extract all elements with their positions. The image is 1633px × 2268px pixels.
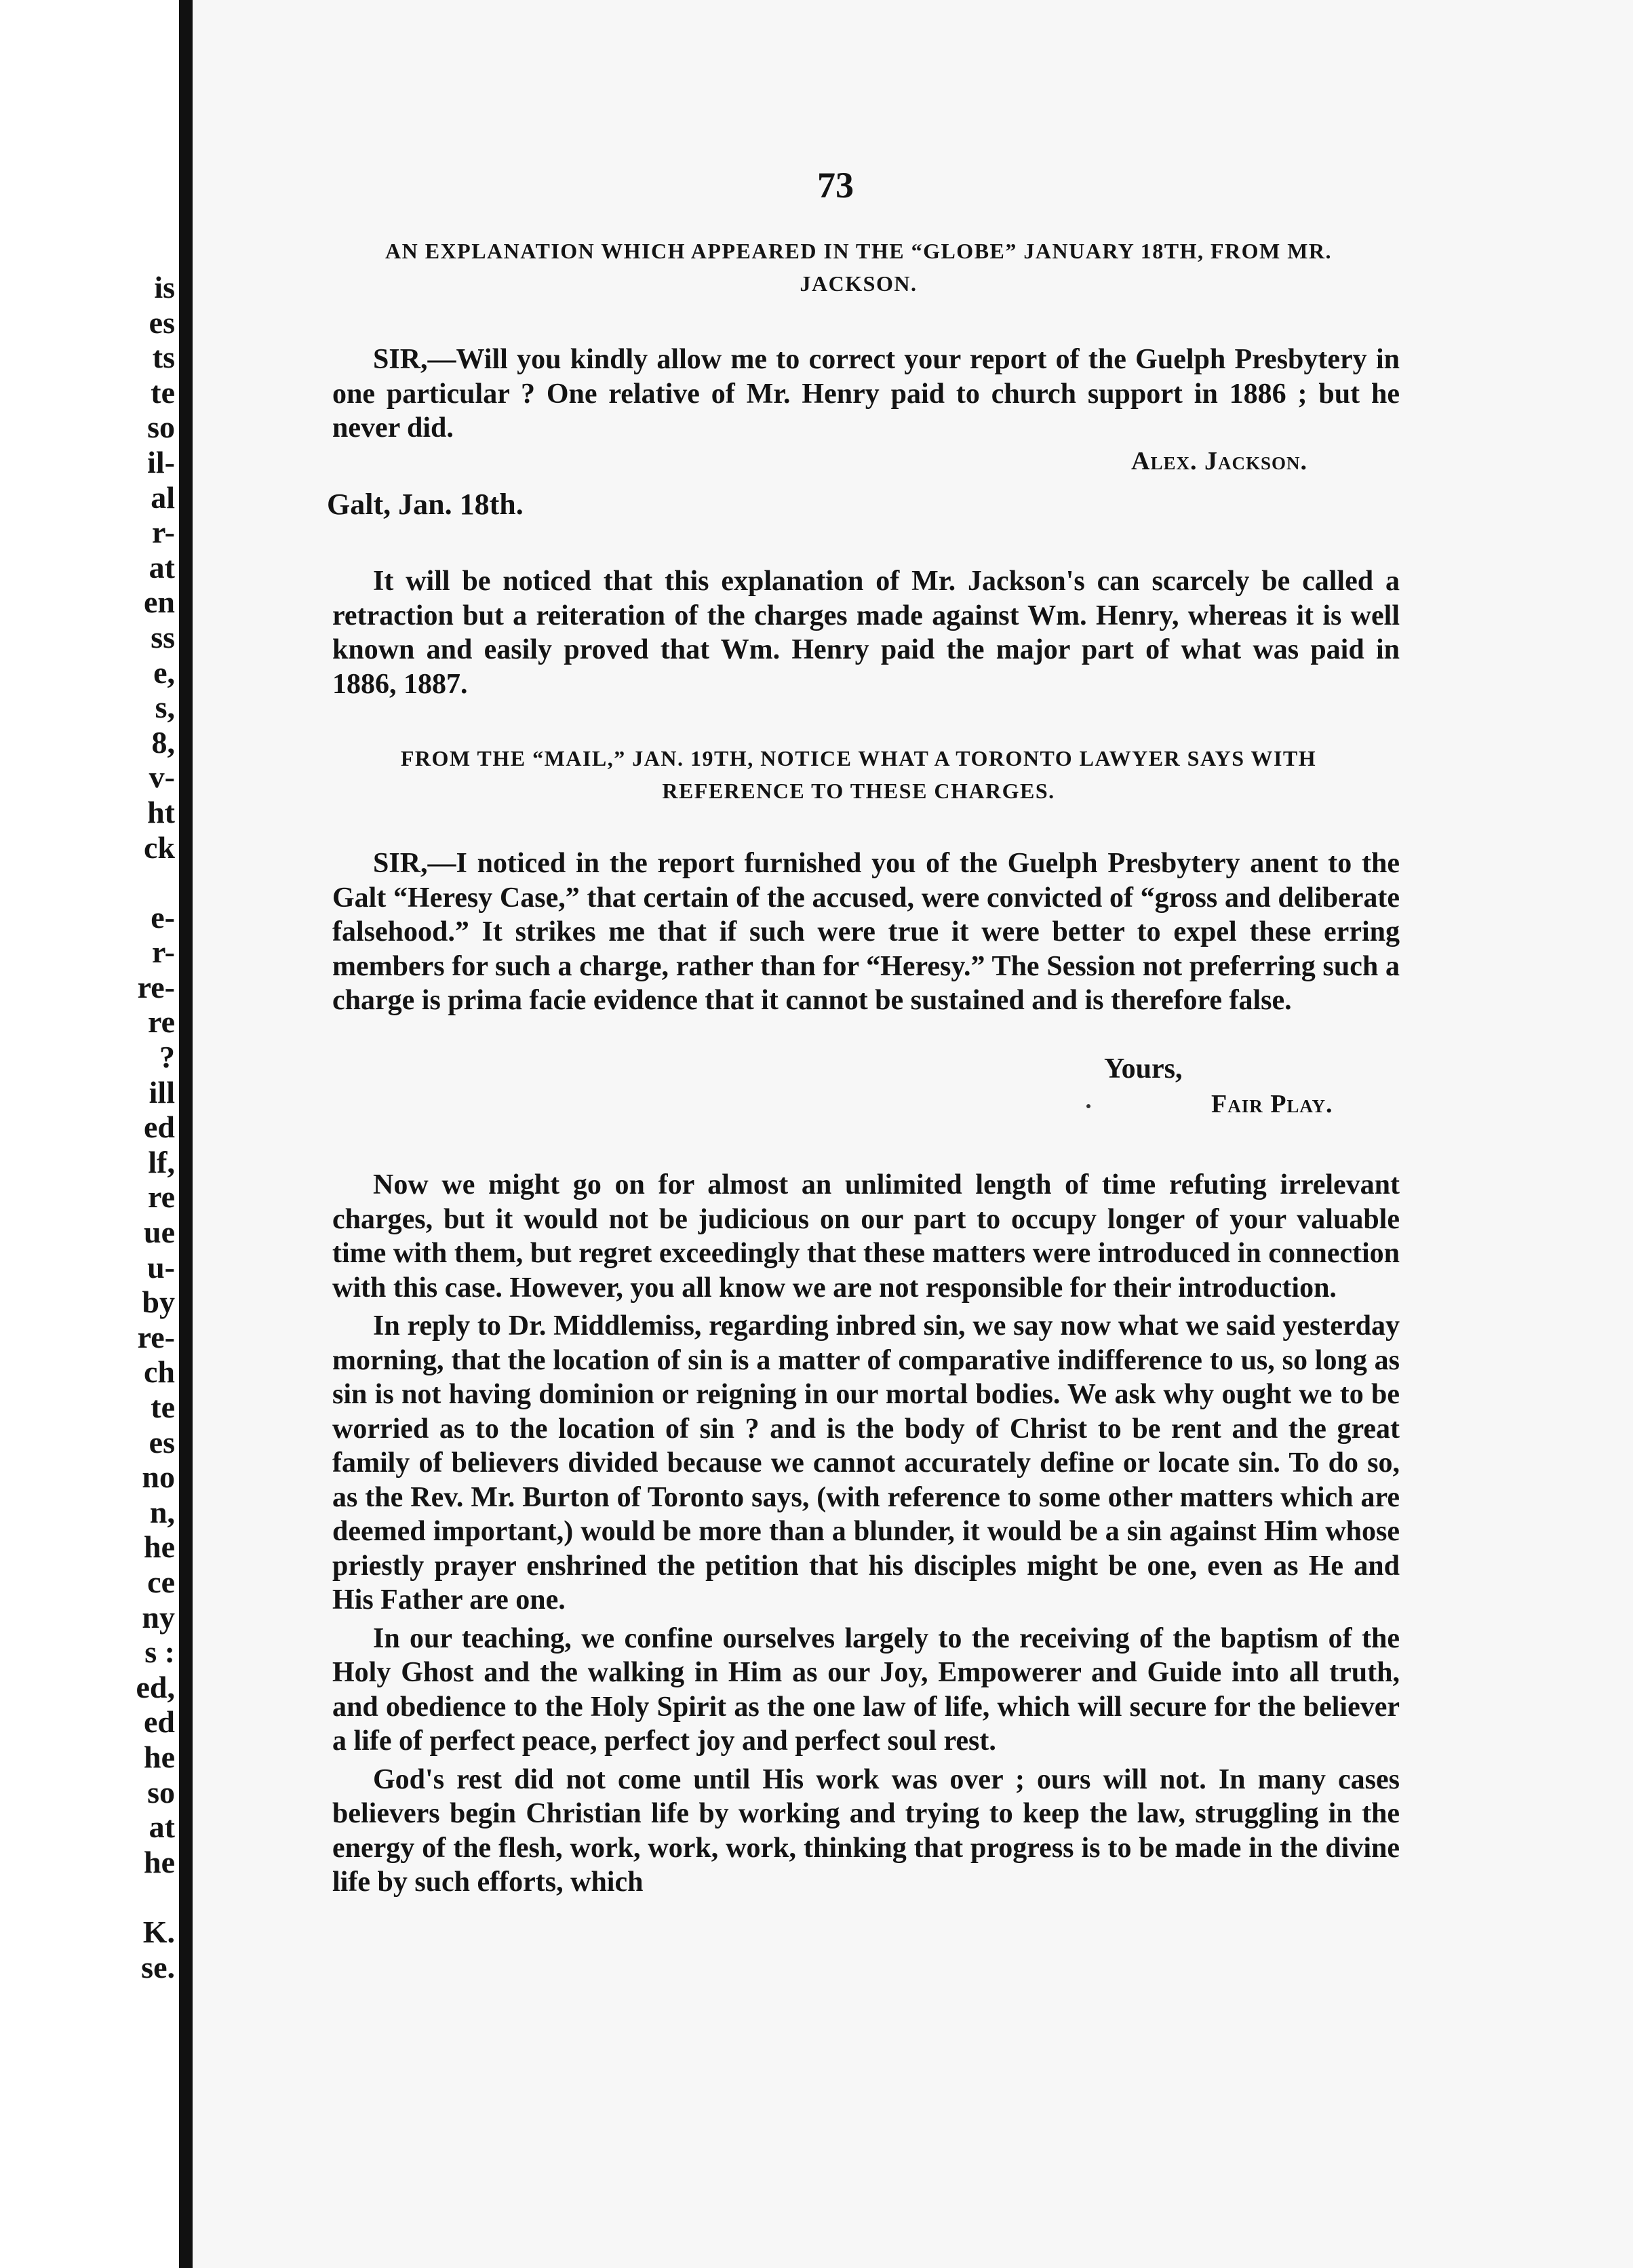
- left-page-fragment: al: [151, 480, 175, 515]
- left-page-fragment: e-: [151, 899, 175, 935]
- left-page-fragment: s :: [144, 1635, 175, 1670]
- section1-dateline: Galt, Jan. 18th.: [327, 488, 524, 521]
- section1-heading-line2: JACKSON.: [800, 271, 918, 296]
- left-page-fragment: at: [149, 549, 175, 585]
- left-page-fragment: ch: [144, 1354, 175, 1390]
- section1-heading-line1: AN EXPLANATION WHICH APPEARED IN THE “GLOBE” JANUARY 18TH, FROM MR.: [385, 239, 1333, 263]
- left-page-fragment: is: [154, 270, 175, 305]
- left-page-fragment: r-: [151, 515, 175, 550]
- left-page-fragment: te: [151, 374, 175, 410]
- left-page-fragment: te: [151, 1390, 175, 1424]
- left-page-fragment: r-: [151, 935, 175, 970]
- body-text: [332, 1168, 1400, 1904]
- section2-heading-line2: REFERENCE TO THESE CHARGES.: [662, 779, 1055, 803]
- left-page-fragment: ht: [147, 794, 175, 829]
- left-page-fragment: K.: [142, 1914, 175, 1949]
- left-page-fragment: by: [142, 1285, 175, 1320]
- page-number: 73: [817, 165, 854, 206]
- left-page-fragment: ck: [144, 829, 175, 865]
- left-page-fragment: il-: [147, 444, 175, 480]
- left-page-fragment: he: [144, 1739, 175, 1774]
- book-binding-gutter: [179, 0, 193, 2268]
- left-page-fragment: lf,: [148, 1144, 175, 1179]
- left-page-fragment: at: [149, 1810, 175, 1845]
- left-page-fragment: re-: [137, 969, 175, 1004]
- section2-closing: Yours,: [1104, 1053, 1183, 1084]
- left-page-fragment: ed: [144, 1704, 175, 1740]
- left-page-fragment: ?: [159, 1040, 175, 1075]
- left-page-fragments: [81, 270, 175, 1984]
- left-page-fragment: no: [142, 1460, 175, 1495]
- section2-letter: SIR,—I noticed in the report furnished you of the Guelph Presbytery anent to the Galt “Heresy Case,” that certain of the accused, were convicted of “gross and deliberate falsehood.” It strikes me that if such were true it were better to expel these erring members for such a charge, rather than for “Heresy.” The Session not preferring such a charge is prima facie evidence that it cannot be sustained and is therefore false.: [332, 848, 1400, 1016]
- body-paragraph: In reply to Dr. Middlemiss, regarding inbred sin, we say now what we said yesterday morning, that the location of sin is a matter of comparative indifference to us, so long as sin is not having dominion or reigning in our mortal bodies. We ask why ought we to be worried as to the location of sin ? and is the body of Christ to be rent and the great family of believers divided because we cannot accurately define or locate sin. To do so, as the Rev. Mr. Burton of Toronto says, (with reference to some other matters which are deemed important,) would be more than a blunder, it would be a sin against Him whose priestly prayer enshrined the petition that his disciples might be one, even as He and His Father are one.: [332, 1310, 1400, 1616]
- left-page-fragment: es: [149, 305, 175, 340]
- left-page-fragment: ill: [149, 1074, 175, 1110]
- left-page-fragment: se.: [141, 1949, 175, 1984]
- left-page-fragment: [81, 865, 175, 900]
- left-page-fragment: e,: [153, 654, 175, 690]
- page: [193, 0, 1633, 2268]
- left-page-fragment: ce: [147, 1564, 175, 1599]
- left-page-fragment: n,: [149, 1494, 175, 1529]
- left-page-fragment: re-: [137, 1319, 175, 1354]
- left-page-fragment: he: [144, 1529, 175, 1565]
- section2-signature: Fair Play.: [1211, 1090, 1333, 1118]
- left-page-fragment: he: [144, 1844, 175, 1879]
- left-page-fragment: re: [147, 1179, 175, 1215]
- body-paragraph: In our teaching, we confine ourselves largely to the receiving of the baptism of the Holy Ghost and the walking in Him as our Joy, Empowerer and Guide into all truth, and obedience to the Holy Spirit as the one law of life, which will secure for the believer a life of perfect peace, perfect joy and perfect soul rest.: [332, 1622, 1400, 1757]
- left-page-fragment: so: [147, 410, 175, 445]
- section1-signature: Alex. Jackson.: [1131, 447, 1307, 475]
- decorative-dot: [1086, 1104, 1090, 1108]
- section1-letter: SIR,—Will you kindly allow me to correct your report of the Guelph Presbytery in one particular ? One relative of Mr. Henry paid to church support in 1886 ; but he never did.: [332, 344, 1400, 444]
- left-page-fragment: v-: [149, 760, 175, 795]
- left-page-fragment: ts: [152, 340, 175, 375]
- left-page-fragment: ue: [144, 1215, 175, 1250]
- left-page-fragment: [81, 1879, 175, 1915]
- section2-heading: [319, 742, 1398, 807]
- body-paragraph: Now we might go on for almost an unlimited length of time refuting irrelevant charges, but it would not be judicious on our part to occupy longer of your valuable time with them, but regret exceedingly that these matters were introduced in connection with this case. However, you all know we are not responsible for their introduction.: [332, 1169, 1400, 1304]
- left-page-fragment: ss: [151, 619, 175, 654]
- left-page-fragment: re: [147, 1004, 175, 1040]
- left-page-fragment: u-: [147, 1249, 175, 1285]
- section1-comment: It will be noticed that this explanation of Mr. Jackson's can scarcely be called a retraction but a reiteration of the charges made against Wm. Henry, whereas it is well known and easily proved that Wm. Henry paid the major part of what was paid in 1886, 1887.: [332, 566, 1400, 700]
- left-page-fragment: 8,: [151, 724, 175, 760]
- left-page-fragment: es: [149, 1424, 175, 1460]
- section1-heading: [319, 235, 1398, 300]
- body-paragraph: God's rest did not come until His work was over ; ours will not. In many cases believers begin Christian life by working and trying to keep the law, struggling in the energy of the flesh, work, work, work, thinking that progress is to be made in the divine life by such efforts, which: [332, 1763, 1400, 1898]
- section2-heading-line1: FROM THE “MAIL,” JAN. 19TH, NOTICE WHAT A TORONTO LAWYER SAYS WITH: [400, 746, 1317, 770]
- left-page-fragment: ny: [142, 1599, 175, 1635]
- left-page-fragment: en: [144, 585, 175, 620]
- left-page-fragment: so: [147, 1774, 175, 1810]
- left-page-fragment: ed,: [136, 1669, 175, 1704]
- left-page-fragment: ed: [144, 1110, 175, 1145]
- left-page-fragment: s,: [155, 690, 175, 725]
